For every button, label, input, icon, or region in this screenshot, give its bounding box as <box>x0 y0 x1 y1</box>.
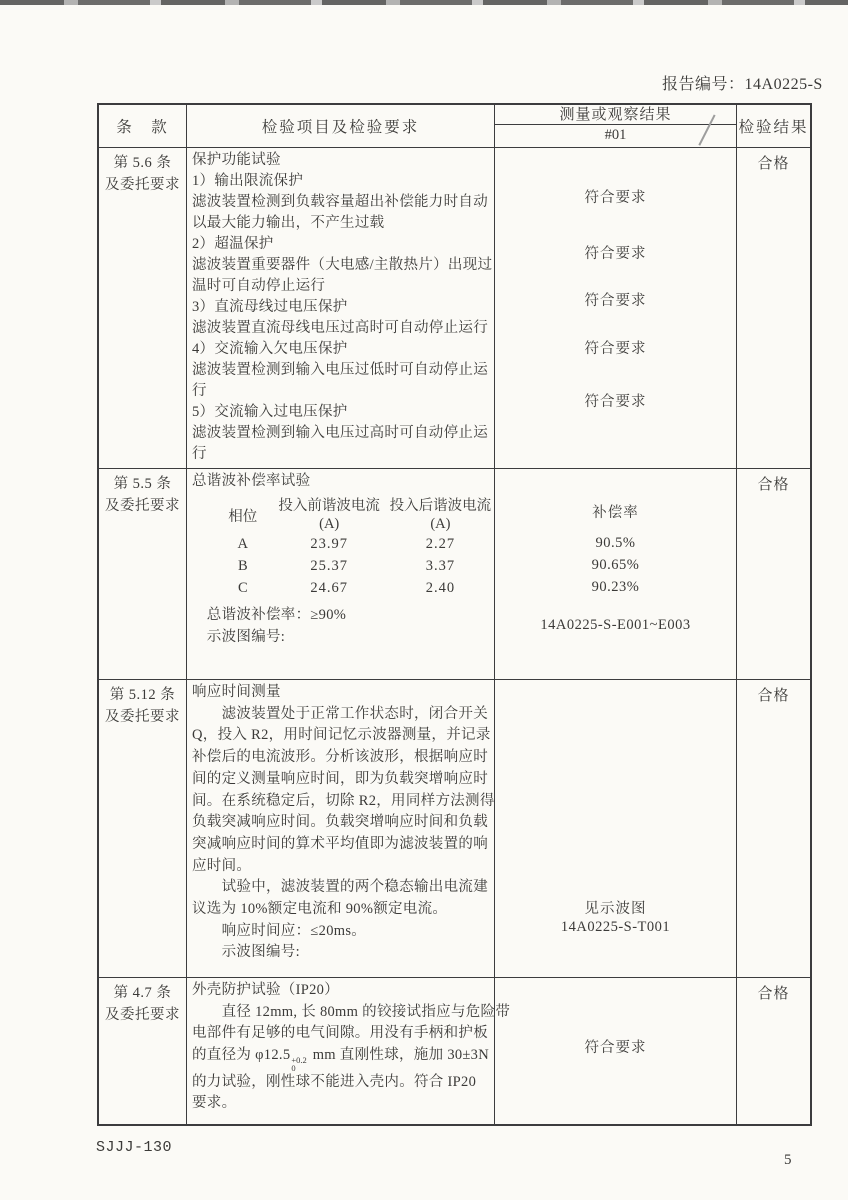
item-cell <box>187 680 495 977</box>
unit-label: (A) <box>319 516 340 532</box>
text-line: 温时可自动停止运行 <box>192 278 326 294</box>
clause-number: 第 5.12 条 <box>109 687 176 703</box>
text-line: 3）直流母线过电压保护 <box>192 299 348 315</box>
phase-value: B <box>237 558 248 574</box>
verdict-cell: 合格 <box>757 156 790 172</box>
tolerance-sup: +0.2 <box>291 1054 307 1065</box>
oscillogram-number: 14A0225-S-T001 <box>560 919 671 935</box>
unit-label: (A) <box>430 516 451 532</box>
observation-value: 符合要求 <box>584 190 647 206</box>
harmonic-table-row <box>214 555 494 577</box>
text-line: 突减响应时间的算术平均值即为滤波装置的响 <box>192 835 488 852</box>
after-label: 投入后谐波电流 <box>389 498 492 514</box>
rate-value: 90.5% <box>595 535 636 551</box>
observation-value: 符合要求 <box>584 246 647 262</box>
text-line: 试验中，滤波装置的两个稳态输出电流建 <box>192 879 488 896</box>
clause-cell <box>99 469 187 679</box>
text-line: 滤波装置检测到输入电压过高时可自动停止运 <box>192 425 488 441</box>
header-result-group-label: 测量或观察结果 <box>495 105 736 125</box>
harmonic-current-table <box>214 497 494 599</box>
text-line: 补偿后的电流波形。分析该波形，根据响应时 <box>192 749 488 766</box>
text-line: 要求。 <box>192 1095 237 1112</box>
rate-value: 90.65% <box>591 557 640 573</box>
text-line: 滤波装置检测到输入电压过低时可自动停止运 <box>192 362 488 378</box>
observation-cell <box>495 148 737 468</box>
text-line: 1）输出限流保护 <box>192 173 304 189</box>
phase-column-header: 相位 <box>228 508 258 525</box>
text-line: 响应时间应：≤20ms。 <box>192 922 367 939</box>
item-cell <box>187 469 495 679</box>
clause-suffix: 及委托要求 <box>105 177 180 193</box>
table-row-clause-5-12 <box>99 679 810 977</box>
tolerance-post: mm 直刚性球，施加 30±3N <box>308 1046 490 1063</box>
rate-column-header: 补偿率 <box>592 505 639 521</box>
text-line: 响应时间测量 <box>192 684 281 700</box>
tolerance-pre: 的直径为 φ12.5 <box>192 1046 291 1063</box>
observation-value: 符合要求 <box>584 1040 647 1056</box>
clause-number: 第 5.6 条 <box>113 155 172 171</box>
item-cell <box>187 978 511 1124</box>
clause-number: 第 5.5 条 <box>113 476 172 492</box>
phase-value: A <box>237 536 249 552</box>
table-row-clause-5-5 <box>99 468 810 679</box>
harmonic-table-header <box>214 497 494 533</box>
text-line: 滤波装置直流母线电压过高时可自动停止运行 <box>192 320 488 336</box>
page-number: 5 <box>784 1152 792 1168</box>
clause-cell <box>99 978 187 1124</box>
oscillogram-label: 示波图编号: <box>192 629 286 645</box>
text-line: 间。在系统稳定后，切除 R2，用同样方法测得 <box>192 792 495 809</box>
before-label: 投入前谐波电流 <box>278 498 380 514</box>
text-line: 保护功能试验 <box>192 152 281 168</box>
clause-suffix: 及委托要求 <box>105 498 180 514</box>
text-line: 行 <box>192 383 207 399</box>
header-item: 检验项目及检验要求 <box>187 105 495 147</box>
scanner-edge-artifact <box>0 0 848 5</box>
table-header-row <box>99 105 810 147</box>
clause-number: 第 4.7 条 <box>113 985 172 1001</box>
verdict-cell: 合格 <box>757 477 790 493</box>
text-line: 行 <box>192 446 207 462</box>
sample-id-label: #01 <box>604 127 627 143</box>
text-line: 的力试验，刚性球不能进入壳内。符合 IP20 <box>192 1073 477 1090</box>
verdict-cell: 合格 <box>757 688 790 704</box>
before-value: 24.67 <box>310 580 348 596</box>
text-line: 2）超温保护 <box>192 236 274 252</box>
item-cell <box>187 148 495 468</box>
table-row-clause-5-6 <box>99 147 810 468</box>
text-line: 5）交流输入过电压保护 <box>192 404 348 420</box>
report-number-value: 14A0225-S <box>744 76 823 93</box>
tolerance-notation <box>291 1056 306 1072</box>
tolerance-sub: 0 <box>291 1062 296 1073</box>
requirement-line: 总谐波补偿率：≥90% <box>192 607 347 623</box>
text-line: 以最大能力输出，不产生过载 <box>192 215 385 231</box>
text-line: 滤波装置处于正常工作状态时，闭合开关 <box>192 705 488 722</box>
before-column-header <box>272 497 387 533</box>
text-line: 应时间。 <box>192 857 252 874</box>
text-line-with-tolerance <box>192 1045 494 1072</box>
clause-cell <box>99 680 187 977</box>
after-value: 2.40 <box>425 580 456 596</box>
text-line: 4）交流输入欠电压保护 <box>192 341 348 357</box>
observation-value: 见示波图 <box>584 901 647 917</box>
harmonic-table-row <box>214 533 494 555</box>
oscillogram-number: 14A0225-S-E001~E003 <box>540 617 691 633</box>
observation-cell <box>495 978 737 1124</box>
observation-value: 符合要求 <box>584 394 647 410</box>
table-row-clause-4-7 <box>99 977 810 1124</box>
header-verdict: 检验结果 <box>738 119 809 136</box>
header-sample-id <box>495 125 736 146</box>
observation-value: 符合要求 <box>584 293 647 309</box>
text-line: 滤波装置检测到负载容量超出补偿能力时自动 <box>192 194 488 210</box>
inspection-table <box>97 103 812 1126</box>
text-line: 电部件有足够的电气间隙。用没有手柄和护板 <box>192 1025 488 1042</box>
observation-cell <box>495 680 737 977</box>
phase-value: C <box>237 580 248 596</box>
harmonic-table-row <box>214 577 494 599</box>
rate-value: 90.23% <box>591 579 640 595</box>
header-results-group <box>495 105 737 147</box>
report-number <box>662 71 823 94</box>
report-number-label: 报告编号： <box>662 76 745 93</box>
observation-cell <box>495 469 737 679</box>
text-line: 议选为 10%额定电流和 90%额定电流。 <box>192 901 448 918</box>
before-value: 23.97 <box>310 536 348 552</box>
test-title: 总谐波补偿率试验 <box>192 473 311 489</box>
text-line: 直径 12mm, 长 80mm 的铰接试指应与危险带 <box>192 1003 511 1020</box>
text-line: 滤波装置重要器件（大电感/主散热片）出现过 <box>192 257 493 273</box>
text-line: Q，投入 R2，用时间记忆示波器测量，并记录 <box>192 727 491 744</box>
clause-suffix: 及委托要求 <box>105 709 180 725</box>
text-line: 示波图编号: <box>192 944 300 961</box>
after-value: 3.37 <box>425 558 456 574</box>
clause-cell <box>99 148 187 468</box>
observation-value: 符合要求 <box>584 341 647 357</box>
before-value: 25.37 <box>310 558 348 574</box>
clause-suffix: 及委托要求 <box>105 1007 180 1023</box>
after-column-header <box>387 497 494 533</box>
verdict-cell: 合格 <box>757 986 790 1002</box>
form-code: SJJJ-130 <box>96 1139 173 1156</box>
after-value: 2.27 <box>425 536 456 552</box>
test-title: 外壳防护试验（IP20） <box>192 982 339 998</box>
header-clause: 条 款 <box>99 105 187 147</box>
text-line: 负载突减响应时间。负载突增响应时间和负载 <box>192 814 488 831</box>
text-line: 间的定义测量响应时间，即为负载突增响应时 <box>192 770 488 787</box>
